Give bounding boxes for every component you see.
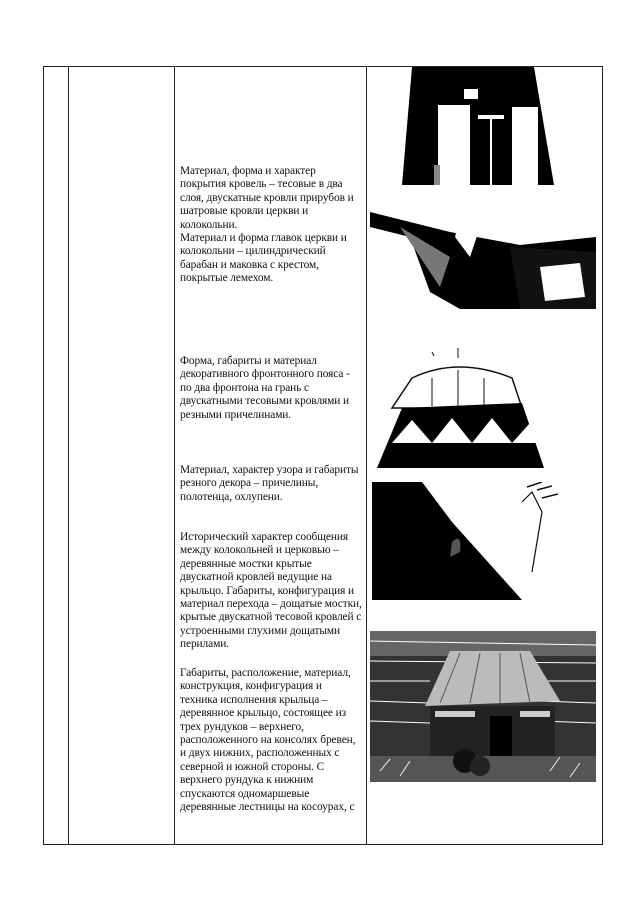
- column-divider-2: [174, 66, 175, 845]
- text-block-passage: Исторический характер сообщения между колокольней и церковью – деревянные мостки крытые двускатной кровлей ведущие на крыльцо. Габариты, конфигурация и материал перехода – дощатые мостки, крытые двускатной тесовой кровлей с устроенными глухими дощатыми перилами.: [180, 531, 362, 651]
- church-drum-photo: [394, 67, 569, 185]
- gable-belt-photo: [372, 348, 544, 468]
- text-block-porch: Габариты, расположение, материал, конструкция, конфигурация и техника исполнения крыльца – деревянное крыльцо, состоящее из трех рундуков – верхнего, расположенного на консолях бревен, и двух нижних, расположенных с северной и южной стороны. С верхнего рундука к нижним спускаются одномаршевые деревянные лестницы на косоурах, с: [180, 667, 356, 814]
- table-left-border: [43, 66, 44, 845]
- text-block-roofing: Материал, форма и характер покрытия кровель – тесовые в два слоя, двускатные кровли прирубов и шатровые кровли церкви и колокольни. Материал и форма главок церкви и колокольни – цилиндрический барабан и маковка с крестом, покрытые лемехом.: [180, 165, 354, 285]
- porch-photo: [370, 631, 596, 782]
- table-bottom-border: [43, 844, 603, 845]
- column-divider-1: [68, 66, 69, 845]
- table-right-border: [602, 66, 603, 845]
- carved-bargeboard-photo: [372, 482, 558, 600]
- text-block-carved-decor: Материал, характер узора и габариты резного декора – причелины, полотенца, охлупени.: [180, 464, 359, 503]
- text-block-gable-belt: Форма, габариты и материал декоративного фронтонного пояса - по два фронтона на грань с двускатными тесовыми кровлями и резными причелинами.: [180, 355, 350, 421]
- column-divider-3: [366, 66, 367, 845]
- roof-dome-photo: [370, 197, 596, 309]
